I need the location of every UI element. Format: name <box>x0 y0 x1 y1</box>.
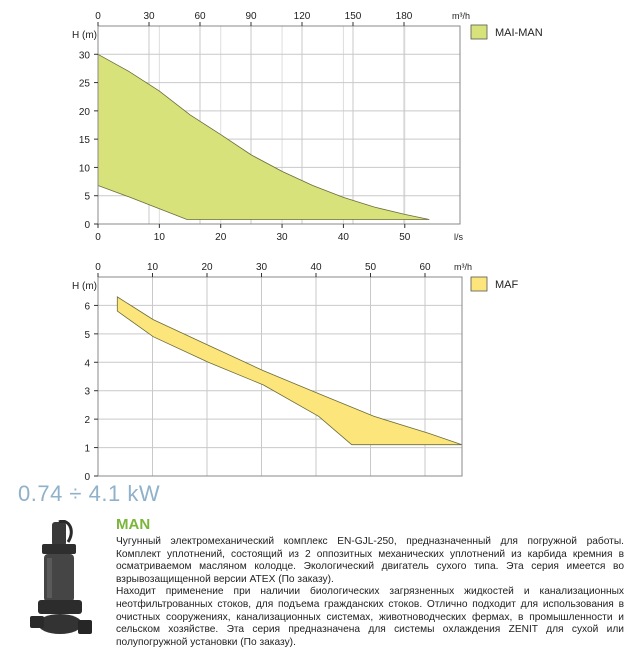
y-tick-label: 30 <box>78 50 90 62</box>
y-tick-label: 1 <box>84 443 90 455</box>
x-top-tick-label: 10 <box>146 262 159 273</box>
y-tick-label: 25 <box>78 78 90 90</box>
x-top-tick-label: 60 <box>419 262 431 273</box>
x-top-tick-label: 180 <box>395 11 413 22</box>
x-bottom-tick-label: 40 <box>337 232 349 243</box>
x-bottom-axis-label: l/s <box>454 232 463 242</box>
x-top-tick-label: 150 <box>344 11 362 22</box>
description-paragraph-2: Находит применение при наличии биологических загрязненных жидкостей и канализационных неотфильтрованных стоков, для подъема гражданских стоков. Отлично подходит для использования в очистных сооружениях, канализационных системах, животноводческих фермах, в промышленности и сельском хозяйстве. Эта серия предназначена для системы охлаждения ZENIT для сухой или полупогружной установки (По заказу). <box>116 586 624 648</box>
legend-swatch <box>471 25 487 39</box>
x-top-tick-label: 60 <box>194 11 206 22</box>
legend-label: MAF <box>495 279 519 291</box>
y-tick-label: 0 <box>84 472 90 482</box>
x-top-tick-label: 90 <box>245 11 257 22</box>
x-bottom-tick-label: 20 <box>215 232 227 243</box>
x-top-tick-label: 50 <box>364 262 377 273</box>
legend-swatch <box>471 277 487 291</box>
x-top-tick-label: 120 <box>293 11 311 22</box>
y-tick-label: 10 <box>78 163 90 175</box>
x-bottom-tick-label: 0 <box>95 232 101 243</box>
power-range-label: 0.74 ÷ 4.1 kW <box>18 481 161 506</box>
x-bottom-tick-label: 10 <box>153 232 165 243</box>
chart-mai-man <box>0 0 640 252</box>
x-top-tick-label: 40 <box>310 262 322 273</box>
y-tick-label: 5 <box>84 329 90 341</box>
y-axis-label: H (m) <box>72 30 97 41</box>
legend-label: MAI-MAN <box>495 27 543 39</box>
y-tick-label: 5 <box>84 191 90 203</box>
y-tick-label: 6 <box>84 301 90 313</box>
x-bottom-tick-label: 30 <box>276 232 288 243</box>
y-tick-label: 20 <box>78 106 90 118</box>
product-description <box>116 536 624 649</box>
y-tick-label: 3 <box>84 386 90 398</box>
x-top-tick-label: 30 <box>255 262 268 273</box>
x-top-tick-label: 20 <box>201 262 213 273</box>
y-axis-label: H (m) <box>72 281 97 292</box>
operating-range-area <box>98 54 429 219</box>
x-top-axis-label: m³/h <box>454 262 472 272</box>
y-tick-label: 15 <box>78 135 90 147</box>
chart-maf <box>0 252 640 482</box>
x-bottom-tick-label: 50 <box>399 232 411 243</box>
description-paragraph-1: Чугунный электромеханический комплекс EN-GJL-250, предназначенный для погружной работы. Комплект уплотнений, состоящий из 2 оппозитных механических уплотнений из карбида кремния в осматриваемом масляном колодце. Экологический двигатель сухого типа. Эта серия имеется во взрывозащищенной версии ATEX (По заказу). <box>116 536 624 585</box>
x-top-tick-label: 0 <box>95 11 101 22</box>
y-tick-label: 2 <box>84 415 90 427</box>
pump-image <box>28 520 98 638</box>
x-top-tick-label: 0 <box>95 262 101 273</box>
x-top-axis-label: m³/h <box>452 11 470 21</box>
product-title: MAN <box>116 516 151 533</box>
x-top-tick-label: 30 <box>143 11 155 22</box>
operating-range-area <box>117 297 462 445</box>
y-tick-label: 0 <box>84 220 90 231</box>
y-tick-label: 4 <box>84 358 90 370</box>
